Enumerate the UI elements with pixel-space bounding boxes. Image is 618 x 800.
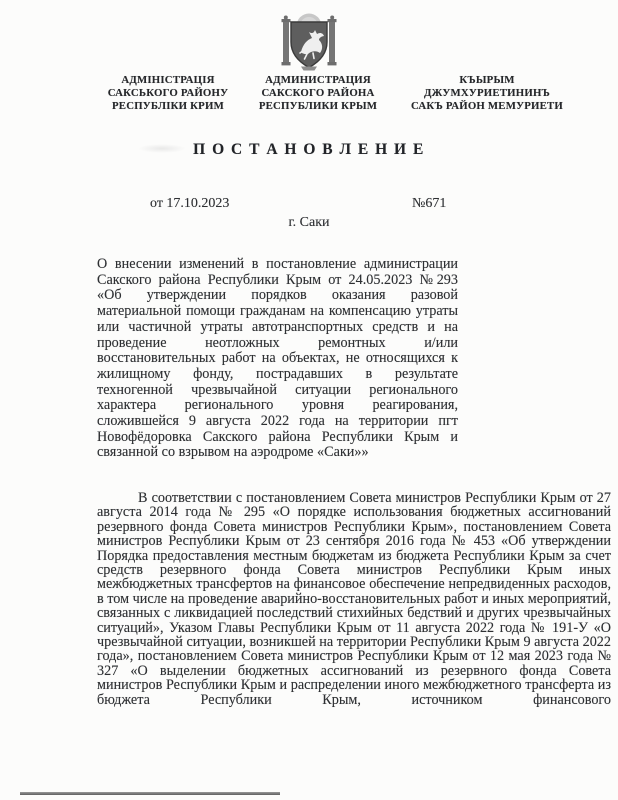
letterhead-line: САКСЬКОГО РАЙОНУ — [107, 87, 229, 99]
document-number: №671 — [412, 196, 447, 211]
decree-body-paragraph: В соответствии с постановлением Совета министров Республики Крым от 27 августа 2014 года № 295 «О порядке использования бюджетных ассигнований резервного фонда Совета министров Республики Крым», постановлением Совета министров Республики Крым от 23 сентября 2016 года № 453 «Об утверждении Порядка предоставления местным бюджетам из бюджета Республики Крым за счет средств резервного фонда Совета министров Республики Крым иных межбюджетных трансфертов на финансовое обеспечение непредвиденных расходов, в том числе на проведение аварийно-восстановительных работ и иных мероприятий, связанных с ликвидацией последствий стихийных бедствий и других чрезвычайных ситуаций», Указом Главы Республики Крым от 11 августа 2022 года № 191-У «О чрезвычайной ситуации, возникшей на территории Республики Крым 9 августа 2022 года», постановлением Совета министров Республики Крым от 12 мая 2023 года № 327 «О выделении бюджетных ассигнований из резервного фонда Совета министров Республики Крым и распределении иного межбюджетного трансферта из бюджета Республики Крым, источником финансового — [97, 490, 611, 708]
letterhead — [0, 74, 618, 118]
letterhead-crimean-tatar — [392, 74, 582, 113]
letterhead-line: ДЖУМХУРИЕТИНИНЪ — [423, 87, 551, 99]
letterhead-line: РЕСПУБЛИКИ КРЫМ — [258, 100, 378, 112]
letterhead-line: АДМИНИСТРАЦИЯ — [265, 74, 371, 86]
letterhead-line: КЪЫРЫМ — [459, 74, 515, 86]
letterhead-line: САКСКОГО РАЙОНА — [261, 87, 375, 99]
decree-subject-paragraph: О внесении изменений в постановление администрации Сакского района Республики Крым от 24.05.2023 №293 «Об утверждении порядков оказания разовой материальной помощи гражданам на компенсацию утраты или частичной утраты автотранспортных средств и на проведение неотложных ремонтных и/или восстановительных работ на объектах, не относящихся к жилищному фонду, пострадавших в результате техногенной чрезвычайной ситуации регионального характера регионального уровня реагирования, сложившейся 9 августа 2022 года на территории пгт Новофёдоровка Сакского района Республики Крым и связанной со взрывом на аэродроме «Саки»» — [97, 256, 458, 461]
document-place: г. Саки — [288, 215, 330, 230]
letterhead-line: АДМІНІСТРАЦІЯ — [121, 74, 215, 86]
scan-edge-line — [20, 792, 280, 795]
crimea-coat-of-arms-icon — [281, 10, 337, 72]
letterhead-russian — [248, 74, 388, 113]
letterhead-ukrainian — [100, 74, 236, 113]
letterhead-line: САКЪ РАЙОН МЕМУРИЕТИ — [410, 100, 564, 112]
document-date: от 17.10.2023 — [150, 196, 230, 211]
document-title: П О С Т А Н О В Л Е Н И Е — [193, 141, 425, 158]
letterhead-line: РЕСПУБЛІКИ КРИМ — [112, 100, 224, 112]
